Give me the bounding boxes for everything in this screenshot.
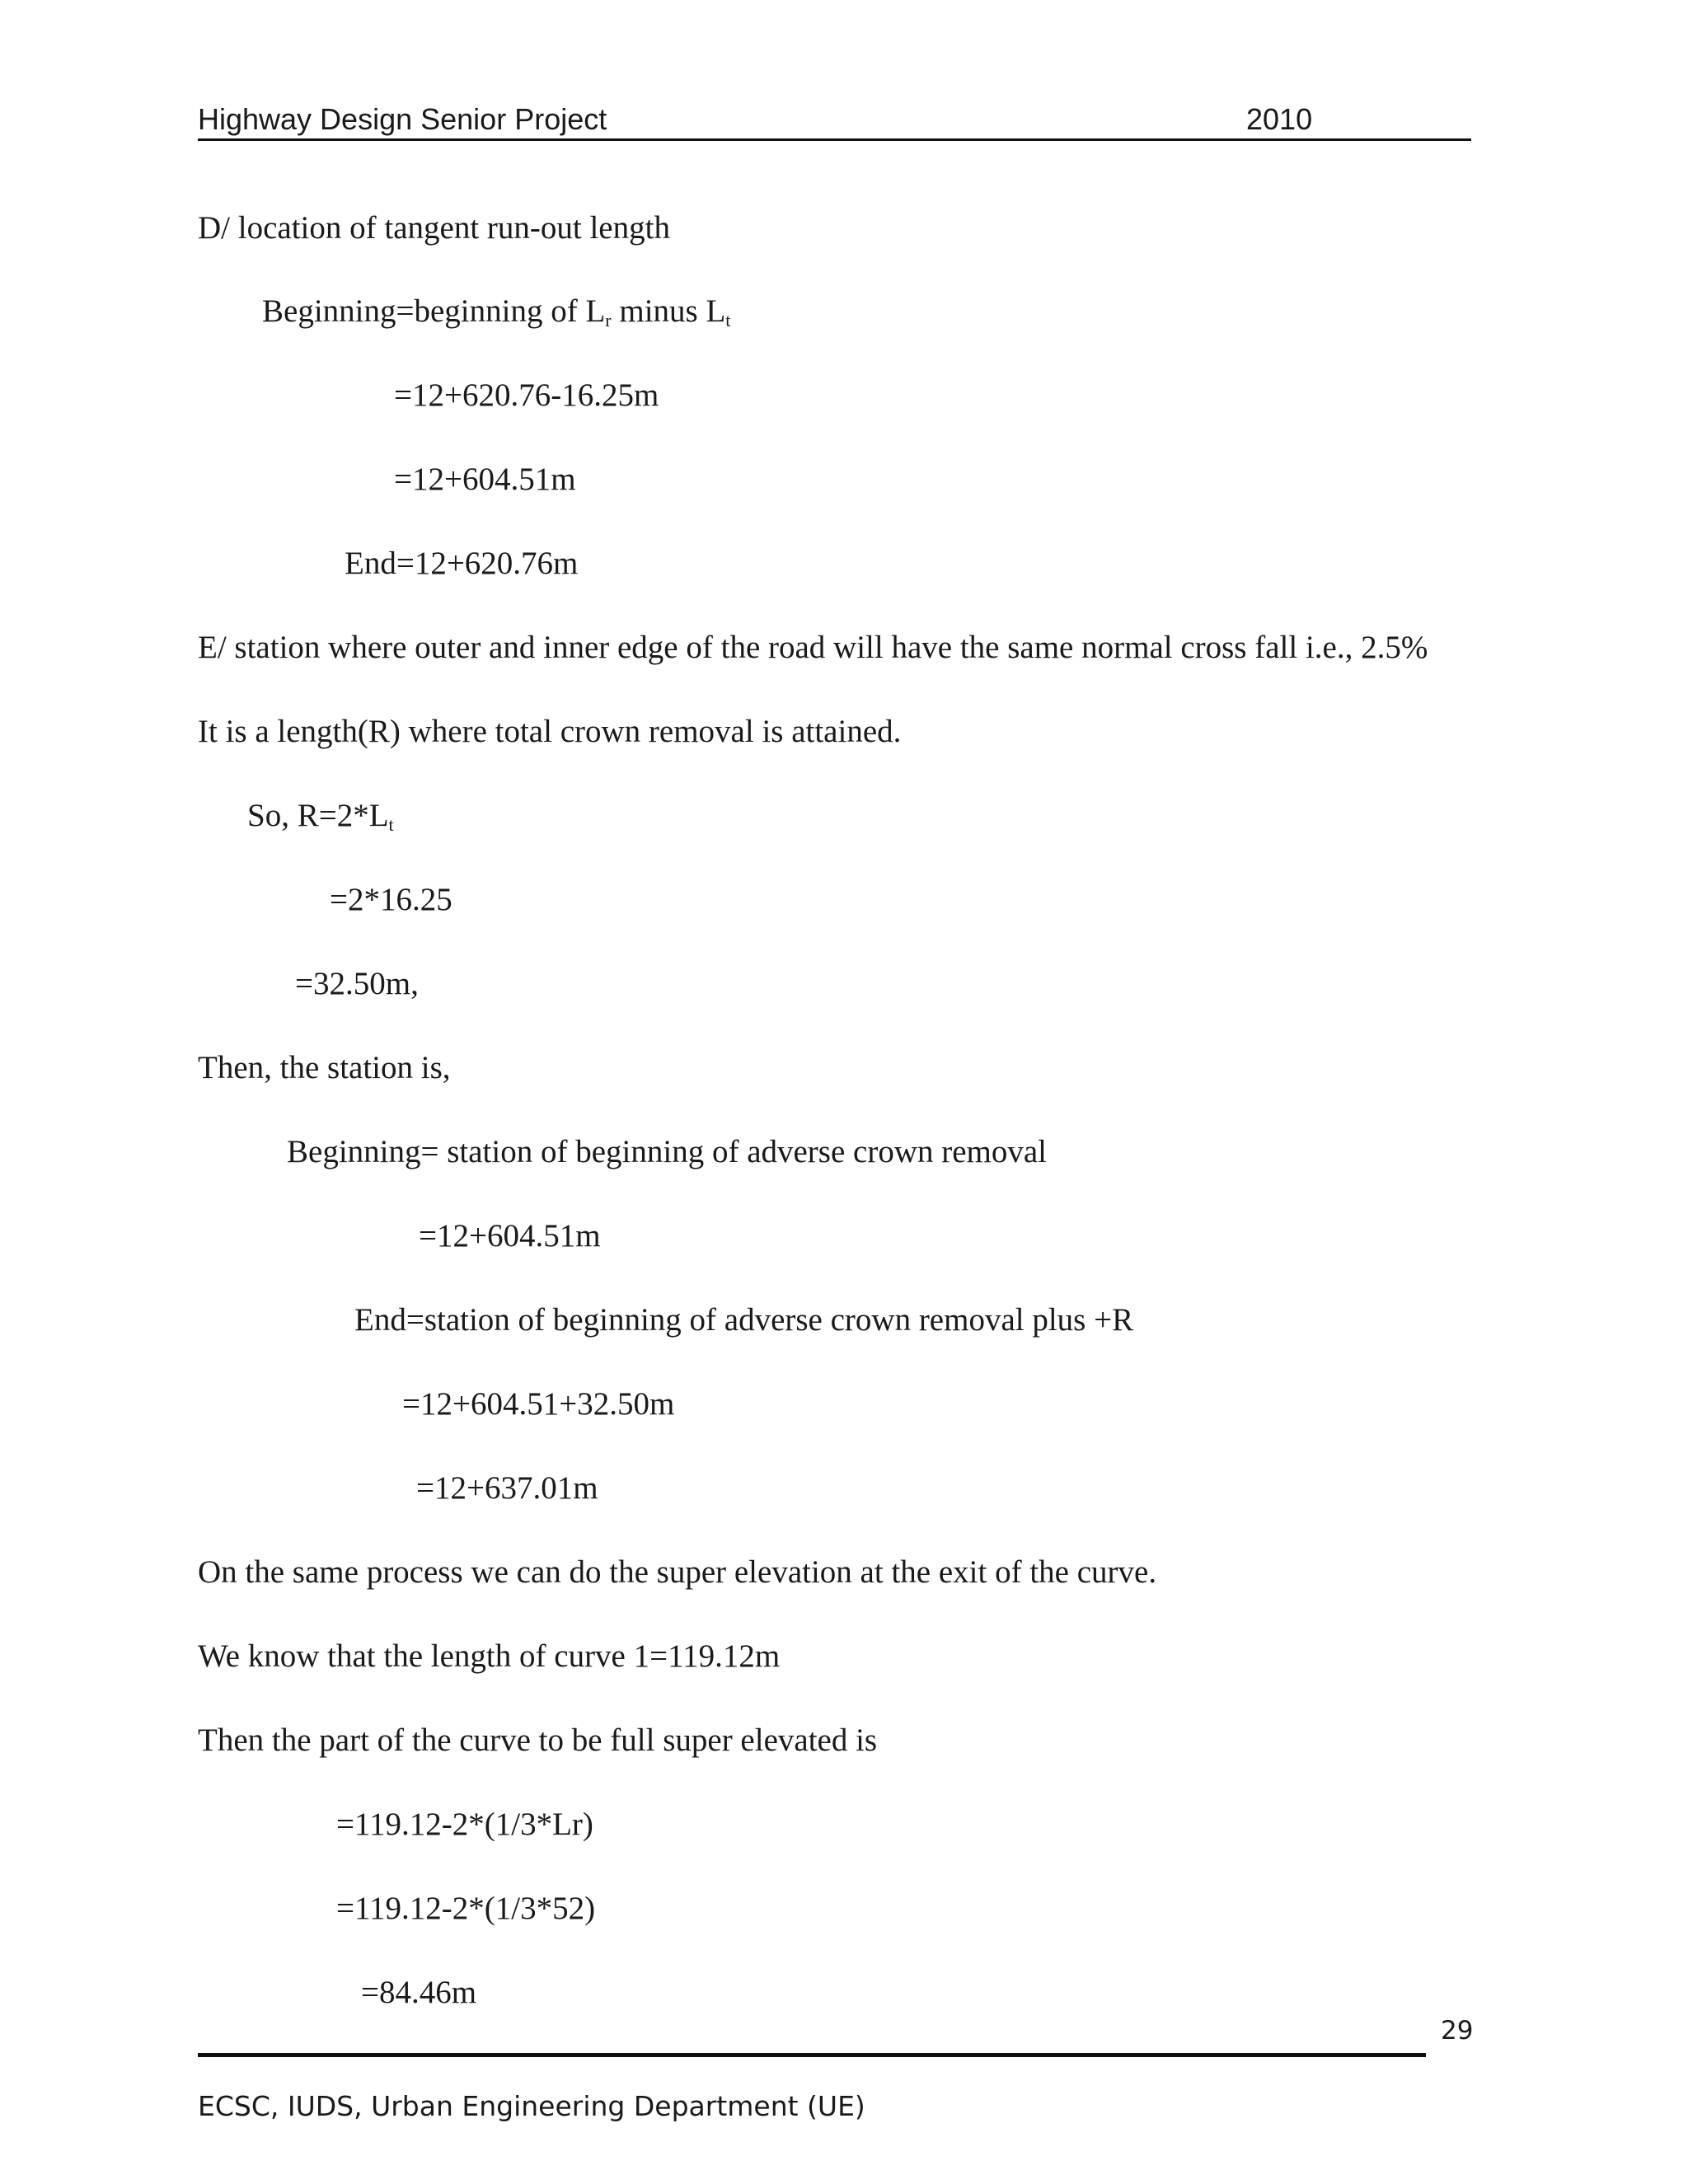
r-formula	[247, 799, 394, 834]
formula-subscript: r	[605, 310, 612, 330]
formula-subscript: t	[725, 310, 731, 330]
full-super-calc-line: =119.12-2*(1/3*52)	[336, 1891, 596, 1926]
tangent-calc-result: =12+604.51m	[394, 462, 576, 497]
tangent-calc-line: =12+620.76-16.25m	[394, 377, 659, 413]
footer-divider	[198, 2053, 1426, 2057]
tangent-beginning-formula	[262, 295, 730, 330]
station-end-calc: =12+604.51+32.50m	[402, 1386, 675, 1422]
crown-length-text: It is a length(R) where total crown removal is attained.	[198, 714, 902, 749]
station-intro: Then, the station is,	[198, 1050, 451, 1085]
tangent-end: End=12+620.76m	[345, 546, 579, 581]
full-super-calc-line: =119.12-2*(1/3*Lr)	[336, 1807, 593, 1842]
formula-text: So, R=2*L	[247, 798, 389, 833]
full-super-text: Then the part of the curve to be full super elevated is	[198, 1722, 878, 1758]
r-calc-result: =32.50m,	[295, 966, 419, 1001]
formula-text: minus L	[611, 293, 726, 329]
full-super-result: =84.46m	[361, 1975, 477, 2010]
station-beginning-value: =12+604.51m	[419, 1218, 601, 1254]
curve-length-text: We know that the length of curve 1=119.12m	[198, 1638, 781, 1674]
station-end: End=station of beginning of adverse crown removal plus +R	[354, 1302, 1134, 1338]
formula-subscript: t	[388, 814, 394, 835]
section-e-heading: E/ station where outer and inner edge of the road will have the same normal cross fall i.e., 2.5%	[198, 630, 1428, 665]
exit-text: On the same process we can do the super elevation at the exit of the curve.	[198, 1554, 1157, 1590]
station-end-value: =12+637.01m	[416, 1470, 598, 1506]
section-d-heading: D/ location of tangent run-out length	[198, 210, 670, 246]
header-year: 2010	[1246, 102, 1313, 136]
page-number: 29	[1441, 2016, 1474, 2046]
header-title: Highway Design Senior Project	[198, 102, 607, 136]
page-header	[198, 97, 1471, 141]
formula-text: Beginning=beginning of L	[262, 293, 606, 329]
r-calc-line: =2*16.25	[330, 882, 452, 917]
station-beginning: Beginning= station of beginning of adverse crown removal	[287, 1134, 1048, 1169]
footer-department: ECSC, IUDS, Urban Engineering Department (UE)	[198, 2090, 865, 2122]
